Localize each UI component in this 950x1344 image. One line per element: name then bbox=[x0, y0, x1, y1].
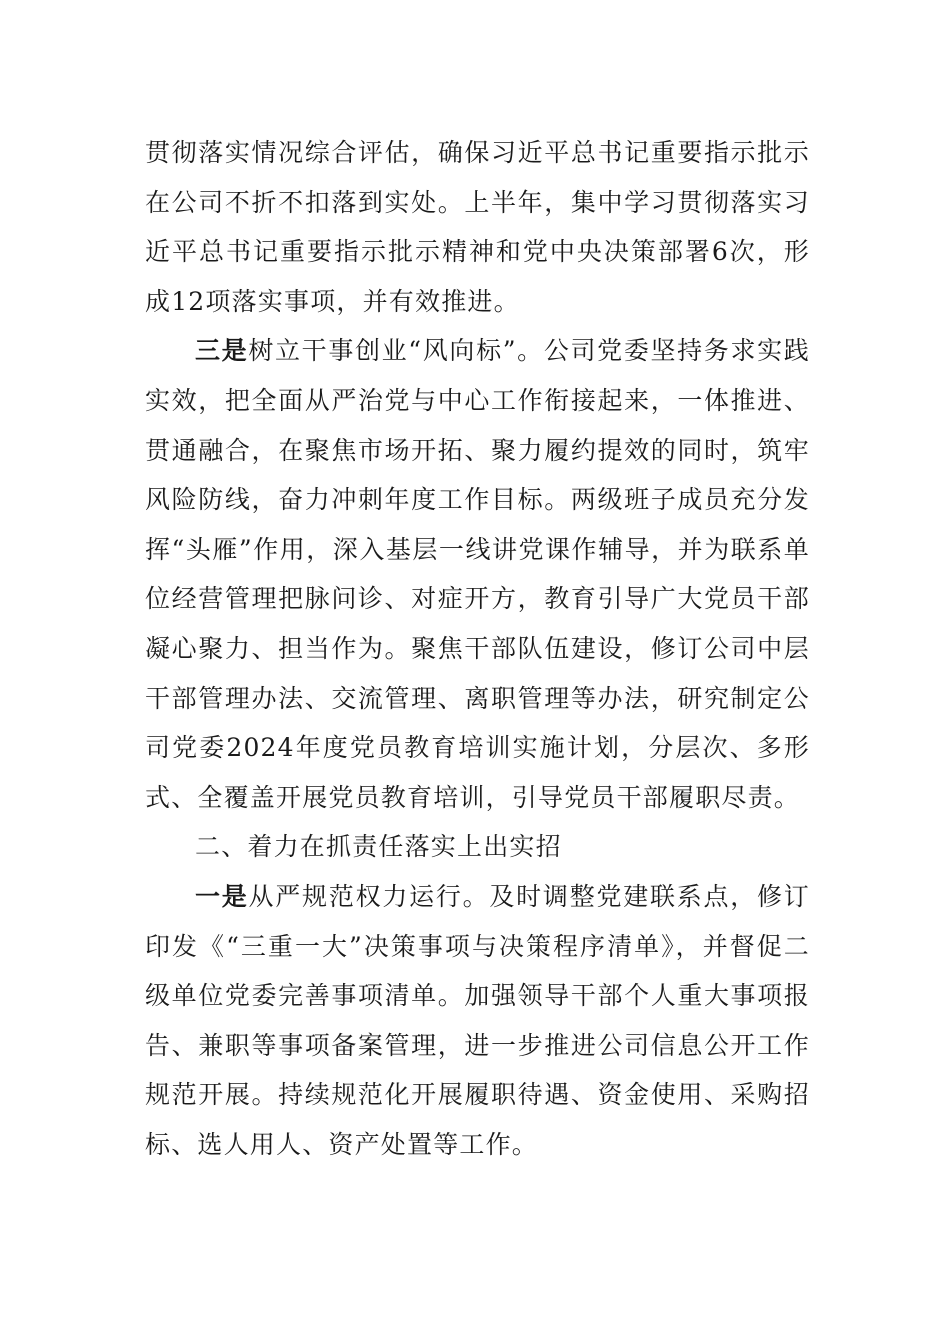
paragraph-lead-bold: 三是 bbox=[195, 336, 249, 366]
paragraph-text: 贯彻落实情况综合评估，确保习近平总书记重要指示批示在公司不折不扣落到实处。上半年，集中学习贯彻落实习近平总书记重要指示批示精神和党中央决策部署6次，形成12项落实事项，并有效推进。 bbox=[145, 138, 810, 316]
paragraph-evaluation-continued bbox=[145, 128, 810, 326]
paragraph-third-point bbox=[145, 326, 810, 822]
document-body bbox=[145, 128, 810, 1169]
section-heading-text: 二、着力在抓责任落实上出实招 bbox=[195, 832, 562, 862]
paragraph-first-point bbox=[145, 872, 810, 1170]
paragraph-text: 树立干事创业“风向标”。公司党委坚持务求实践实效，把全面从严治党与中心工作衔接起来，一体推进、贯通融合，在聚焦市场开拓、聚力履约提效的同时，筑牢风险防线，奋力冲刺年度工作目标。两级班子成员充分发挥“头雁”作用，深入基层一线讲党课作辅导，并为联系单位经营管理把脉问诊、对症开方，教育引导广大党员干部凝心聚力、担当作为。聚焦干部队伍建设，修订公司中层干部管理办法、交流管理、离职管理等办法，研究制定公司党委2024年度党员教育培训实施计划，分层次、多形式、全覆盖开展党员教育培训，引导党员干部履职尽责。 bbox=[145, 336, 810, 812]
paragraph-text: 从严规范权力运行。及时调整党建联系点，修订印发《“三重一大”决策事项与决策程序清单》，并督促二级单位党委完善事项清单。加强领导干部个人重大事项报告、兼职等事项备案管理，进一步推进公司信息公开工作规范开展。持续规范化开展履职待遇、资金使用、采购招标、选人用人、资产处置等工作。 bbox=[145, 881, 810, 1159]
paragraph-lead-bold: 一是 bbox=[195, 881, 249, 911]
section-heading-responsibility bbox=[145, 822, 810, 872]
